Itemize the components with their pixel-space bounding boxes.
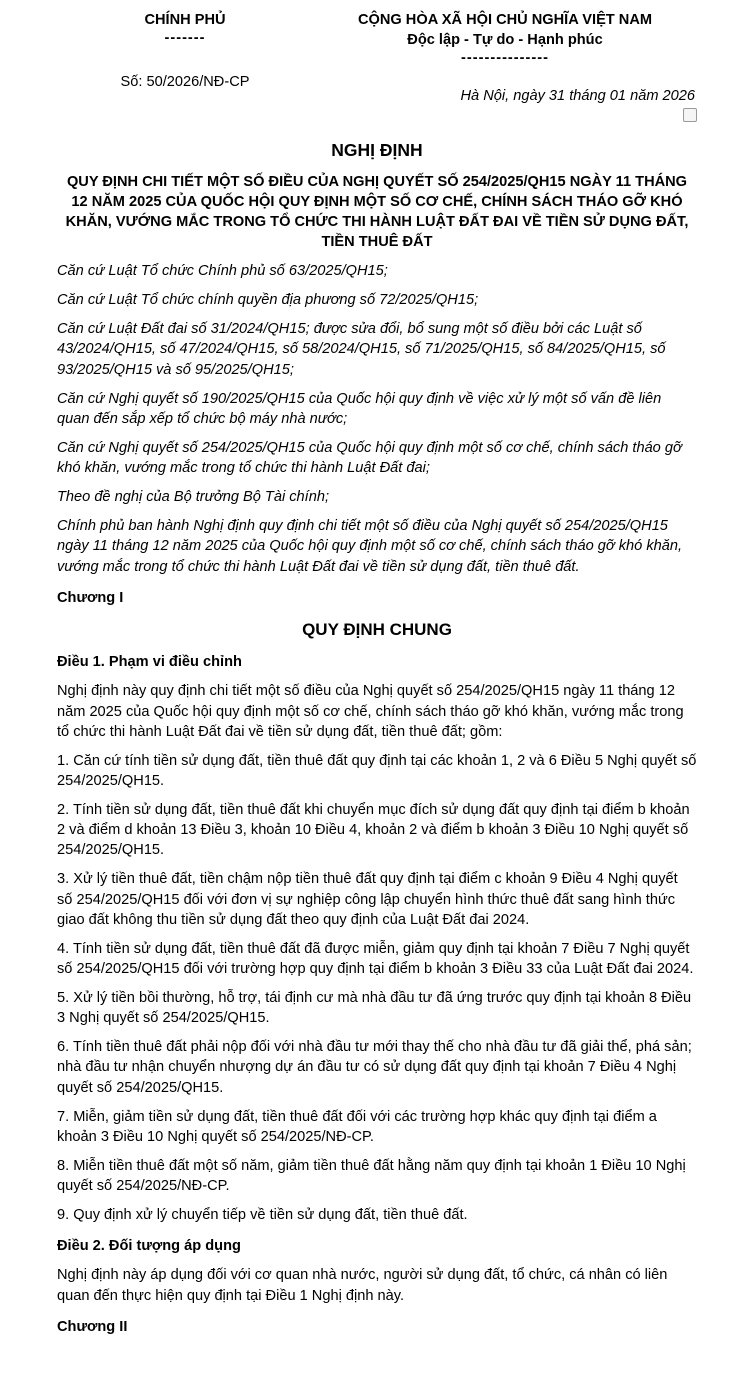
article-1-item: 4. Tính tiền sử dụng đất, tiền thuê đất đã được miễn, giảm quy định tại khoản 7 Điều 7 Nghị quyết số 254/2025/QH15 đối với trường hợp quy định tại điểm b khoản 3 Điều 33 của Luật Đất đai 2024. bbox=[57, 940, 694, 977]
article-2-heading: Điều 2. Đối tượng áp dụng bbox=[57, 1238, 241, 1255]
preamble-paragraph: Căn cứ Nghị quyết số 254/2025/QH15 của Quốc hội quy định một số cơ chế, chính sách tháo gỡ khó khăn, vướng mắc trong tổ chức thi hành Luật Đất đai; bbox=[57, 439, 682, 477]
document-header bbox=[57, 10, 697, 122]
issuing-org-block bbox=[57, 10, 313, 92]
article-1-item: 5. Xử lý tiền bồi thường, hỗ trợ, tái định cư mà nhà đầu tư đã ứng trước quy định tại khoản 8 Điều 3 Nghị quyết số 254/2025/QH15. bbox=[57, 990, 692, 1027]
article-1-item: 2. Tính tiền sử dụng đất, tiền thuê đất khi chuyển mục đích sử dụng đất quy định tại điểm b khoản 2 và điểm d khoản 13 Điều 3, khoản 10 Điều 4, khoản 2 và điểm b khoản 3 Điều 10 Nghị quyết số 254/2025/QH15. bbox=[57, 802, 690, 859]
article-1-item: 6. Tính tiền thuê đất phải nộp đối với nhà đầu tư mới thay thế cho nhà đầu tư đã giải thể, phá sản; nhà đầu tư nhận chuyển nhượng dự án đầu tư có sử dụng đất quy định tại khoản 7 Điều 4 Nghị quyết số 254/2025/QH15. bbox=[57, 1039, 692, 1096]
national-motto: Độc lập - Tự do - Hạnh phúc bbox=[407, 32, 603, 49]
article-1-item: 9. Quy định xử lý chuyển tiếp về tiền sử dụng đất, tiền thuê đất. bbox=[57, 1207, 468, 1224]
doc-number: Số: 50/2026/NĐ-CP bbox=[120, 74, 250, 91]
preamble-paragraph: Căn cứ Nghị quyết số 190/2025/QH15 của Quốc hội quy định về việc xử lý một số vấn đề liên quan đến sắp xếp tổ chức bộ máy nhà nước; bbox=[57, 390, 662, 427]
national-header-block bbox=[313, 10, 697, 122]
article-1-intro: Nghị định này quy định chi tiết một số điều của Nghị quyết số 254/2025/QH15 ngày 11 tháng 12 năm 2025 của Quốc hội quy định một số cơ chế, chính sách tháo gỡ khó khăn, vướng mắc trong tổ chức thi hành Luật Đất đai về tiền sử dụng đất, tiền thuê đất; gồm: bbox=[57, 683, 684, 740]
preamble-paragraph: Căn cứ Luật Tổ chức chính quyền địa phương số 72/2025/QH15; bbox=[57, 292, 479, 309]
preamble-paragraph: Theo đề nghị của Bộ trưởng Bộ Tài chính; bbox=[57, 489, 330, 506]
article-1-item: 7. Miễn, giảm tiền sử dụng đất, tiền thuê đất đối với các trường hợp khác quy định tại điểm a khoản 3 Điều 10 Nghị quyết số 254/2025/NĐ-CP. bbox=[57, 1108, 657, 1145]
article-1-item: 1. Căn cứ tính tiền sử dụng đất, tiền thuê đất quy định tại các khoản 1, 2 và 6 Điều 5 Nghị quyết số 254/2025/QH15. bbox=[57, 752, 697, 789]
chapter-1-label: Chương I bbox=[57, 589, 124, 606]
article-1-item: 8. Miễn tiền thuê đất một số năm, giảm tiền thuê đất hằng năm quy định tại khoản 1 Điều 10 Nghị quyết số 254/2025/NĐ-CP. bbox=[57, 1157, 686, 1195]
article-1-item: 3. Xử lý tiền thuê đất, tiền chậm nộp tiền thuê đất quy định tại điểm c khoản 9 Điều 4 Nghị quyết số 254/2025/QH15 đối với đơn vị sự nghiệp công lập chuyển hình thức thuê đất sang hình thức giao đất không thu tiền sử dụng đất theo quy định của Luật Đất đai 2024. bbox=[57, 871, 678, 928]
preamble-paragraph: Căn cứ Luật Đất đai số 31/2024/QH15; được sửa đổi, bổ sung một số điều bởi các Luật số 43/2024/QH15, số 47/2024/QH15, số 58/2024/QH15, số 71/2025/QH15, số 84/2025/QH15, số 93/2025/QH15 và số 95/2025/QH15; bbox=[57, 321, 666, 378]
image-placeholder-icon bbox=[683, 108, 697, 122]
chapter-1-title: QUY ĐỊNH CHUNG bbox=[302, 619, 452, 639]
doc-type-title: NGHỊ ĐỊNH bbox=[331, 140, 423, 161]
issuing-org: CHÍNH PHỦ bbox=[144, 12, 226, 28]
article-2-body: Nghị định này áp dụng đối với cơ quan nhà nước, người sử dụng đất, tổ chức, cá nhân có liên quan đến thực hiện quy định tại Điều 1 Nghị định này. bbox=[57, 1267, 668, 1304]
preamble-paragraph: Chính phủ ban hành Nghị định quy định chi tiết một số điều của Nghị quyết số 254/2025/QH15 ngày 11 tháng 12 năm 2025 của Quốc hội quy định một số cơ chế, chính sách tháo gỡ khó khăn, vướng mắc trong tổ chức thi hành Luật Đất đai về tiền sử dụng đất, tiền thuê đất. bbox=[57, 518, 683, 575]
place-date-line: Hà Nội, ngày 31 tháng 01 năm 2026 bbox=[460, 88, 695, 105]
chapter-2-label: Chương II bbox=[57, 1318, 128, 1335]
article-1-heading: Điều 1. Phạm vi điều chỉnh bbox=[57, 654, 242, 671]
doc-subject-title: QUY ĐỊNH CHI TIẾT MỘT SỐ ĐIỀU CỦA NGHỊ QUYẾT SỐ 254/2025/QH15 NGÀY 11 THÁNG 12 NĂM 2025 CỦA QUỐC HỘI QUY ĐỊNH MỘT SỐ CƠ CHẾ, CHÍNH SÁCH THÁO GỠ KHÓ KHĂN, VƯỚNG MẮC TRONG TỔ CHỨC THI HÀNH LUẬT ĐẤT ĐAI VỀ TIỀN SỬ DỤNG ĐẤT, TIỀN THUÊ ĐẤT bbox=[65, 173, 689, 250]
motto-divider: --------------- bbox=[461, 50, 549, 67]
preamble-paragraph: Căn cứ Luật Tổ chức Chính phủ số 63/2025/QH15; bbox=[57, 263, 388, 280]
national-title: CỘNG HÒA XÃ HỘI CHỦ NGHĨA VIỆT NAM bbox=[357, 12, 653, 28]
org-divider: ------- bbox=[164, 30, 206, 47]
